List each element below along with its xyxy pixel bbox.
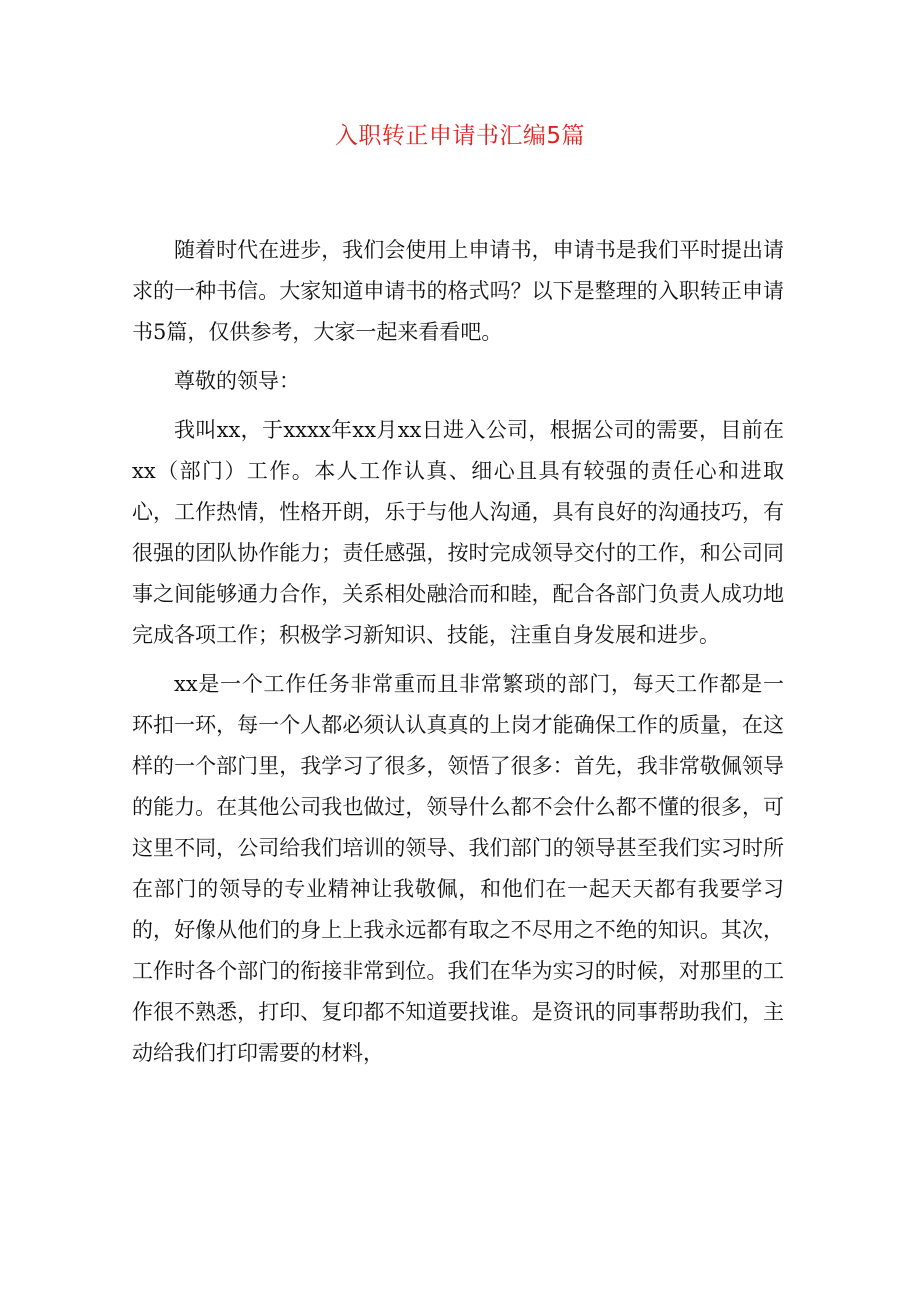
- document-title: 入职转正申请书汇编5篇: [334, 123, 586, 149]
- paragraph-intro: 随着时代在进步，我们会使用上申请书，申请书是我们平时提出请求的一种书信。大家知道申请书的格式吗？以下是整理的入职转正申请书5篇，仅供参考，大家一起来看看吧。: [132, 238, 784, 344]
- paragraph-salutation: 尊敬的领导：: [174, 369, 300, 393]
- document-body: [132, 230, 784, 1082]
- paragraph-department-experience: xx是一个工作任务非常重而且非常繁琐的部门，每天工作都是一环扣一环，每一个人都必须认认真真的上岗才能确保工作的质量，在这样的一个部门里，我学习了很多，领悟了很多：首先，我非常敬佩领导的能力。在其他公司我也做过，领导什么都不会什么都不懂的很多，可这里不同，公司给我们培训的领导、我们部门的领导甚至我们实习时所在部门的领导的专业精神让我敬佩，和他们在一起天天都有我要学习的，好像从他们的身上上我永远都有取之不尽用之不绝的知识。其次，工作时各个部门的衔接非常到位。我们在华为实习的时候，对那里的工作很不熟悉，打印、复印都不知道要找谁。是资讯的同事帮助我们，主动给我们打印需要的材料，: [132, 672, 784, 1065]
- paragraph-self-introduction: 我叫xx，于xxxx年xx月xx日进入公司，根据公司的需要，目前在xx（部门）工作。本人工作认真、细心且具有较强的责任心和进取心，工作热情，性格开朗，乐于与他人沟通，具有良好的沟通技巧，有很强的团队协作能力；责任感强，按时完成领导交付的工作，和公司同事之间能够通力合作，关系相处融洽而和睦，配合各部门负责人成功地完成各项工作；积极学习新知识、技能，注重自身发展和进步。: [132, 418, 784, 647]
